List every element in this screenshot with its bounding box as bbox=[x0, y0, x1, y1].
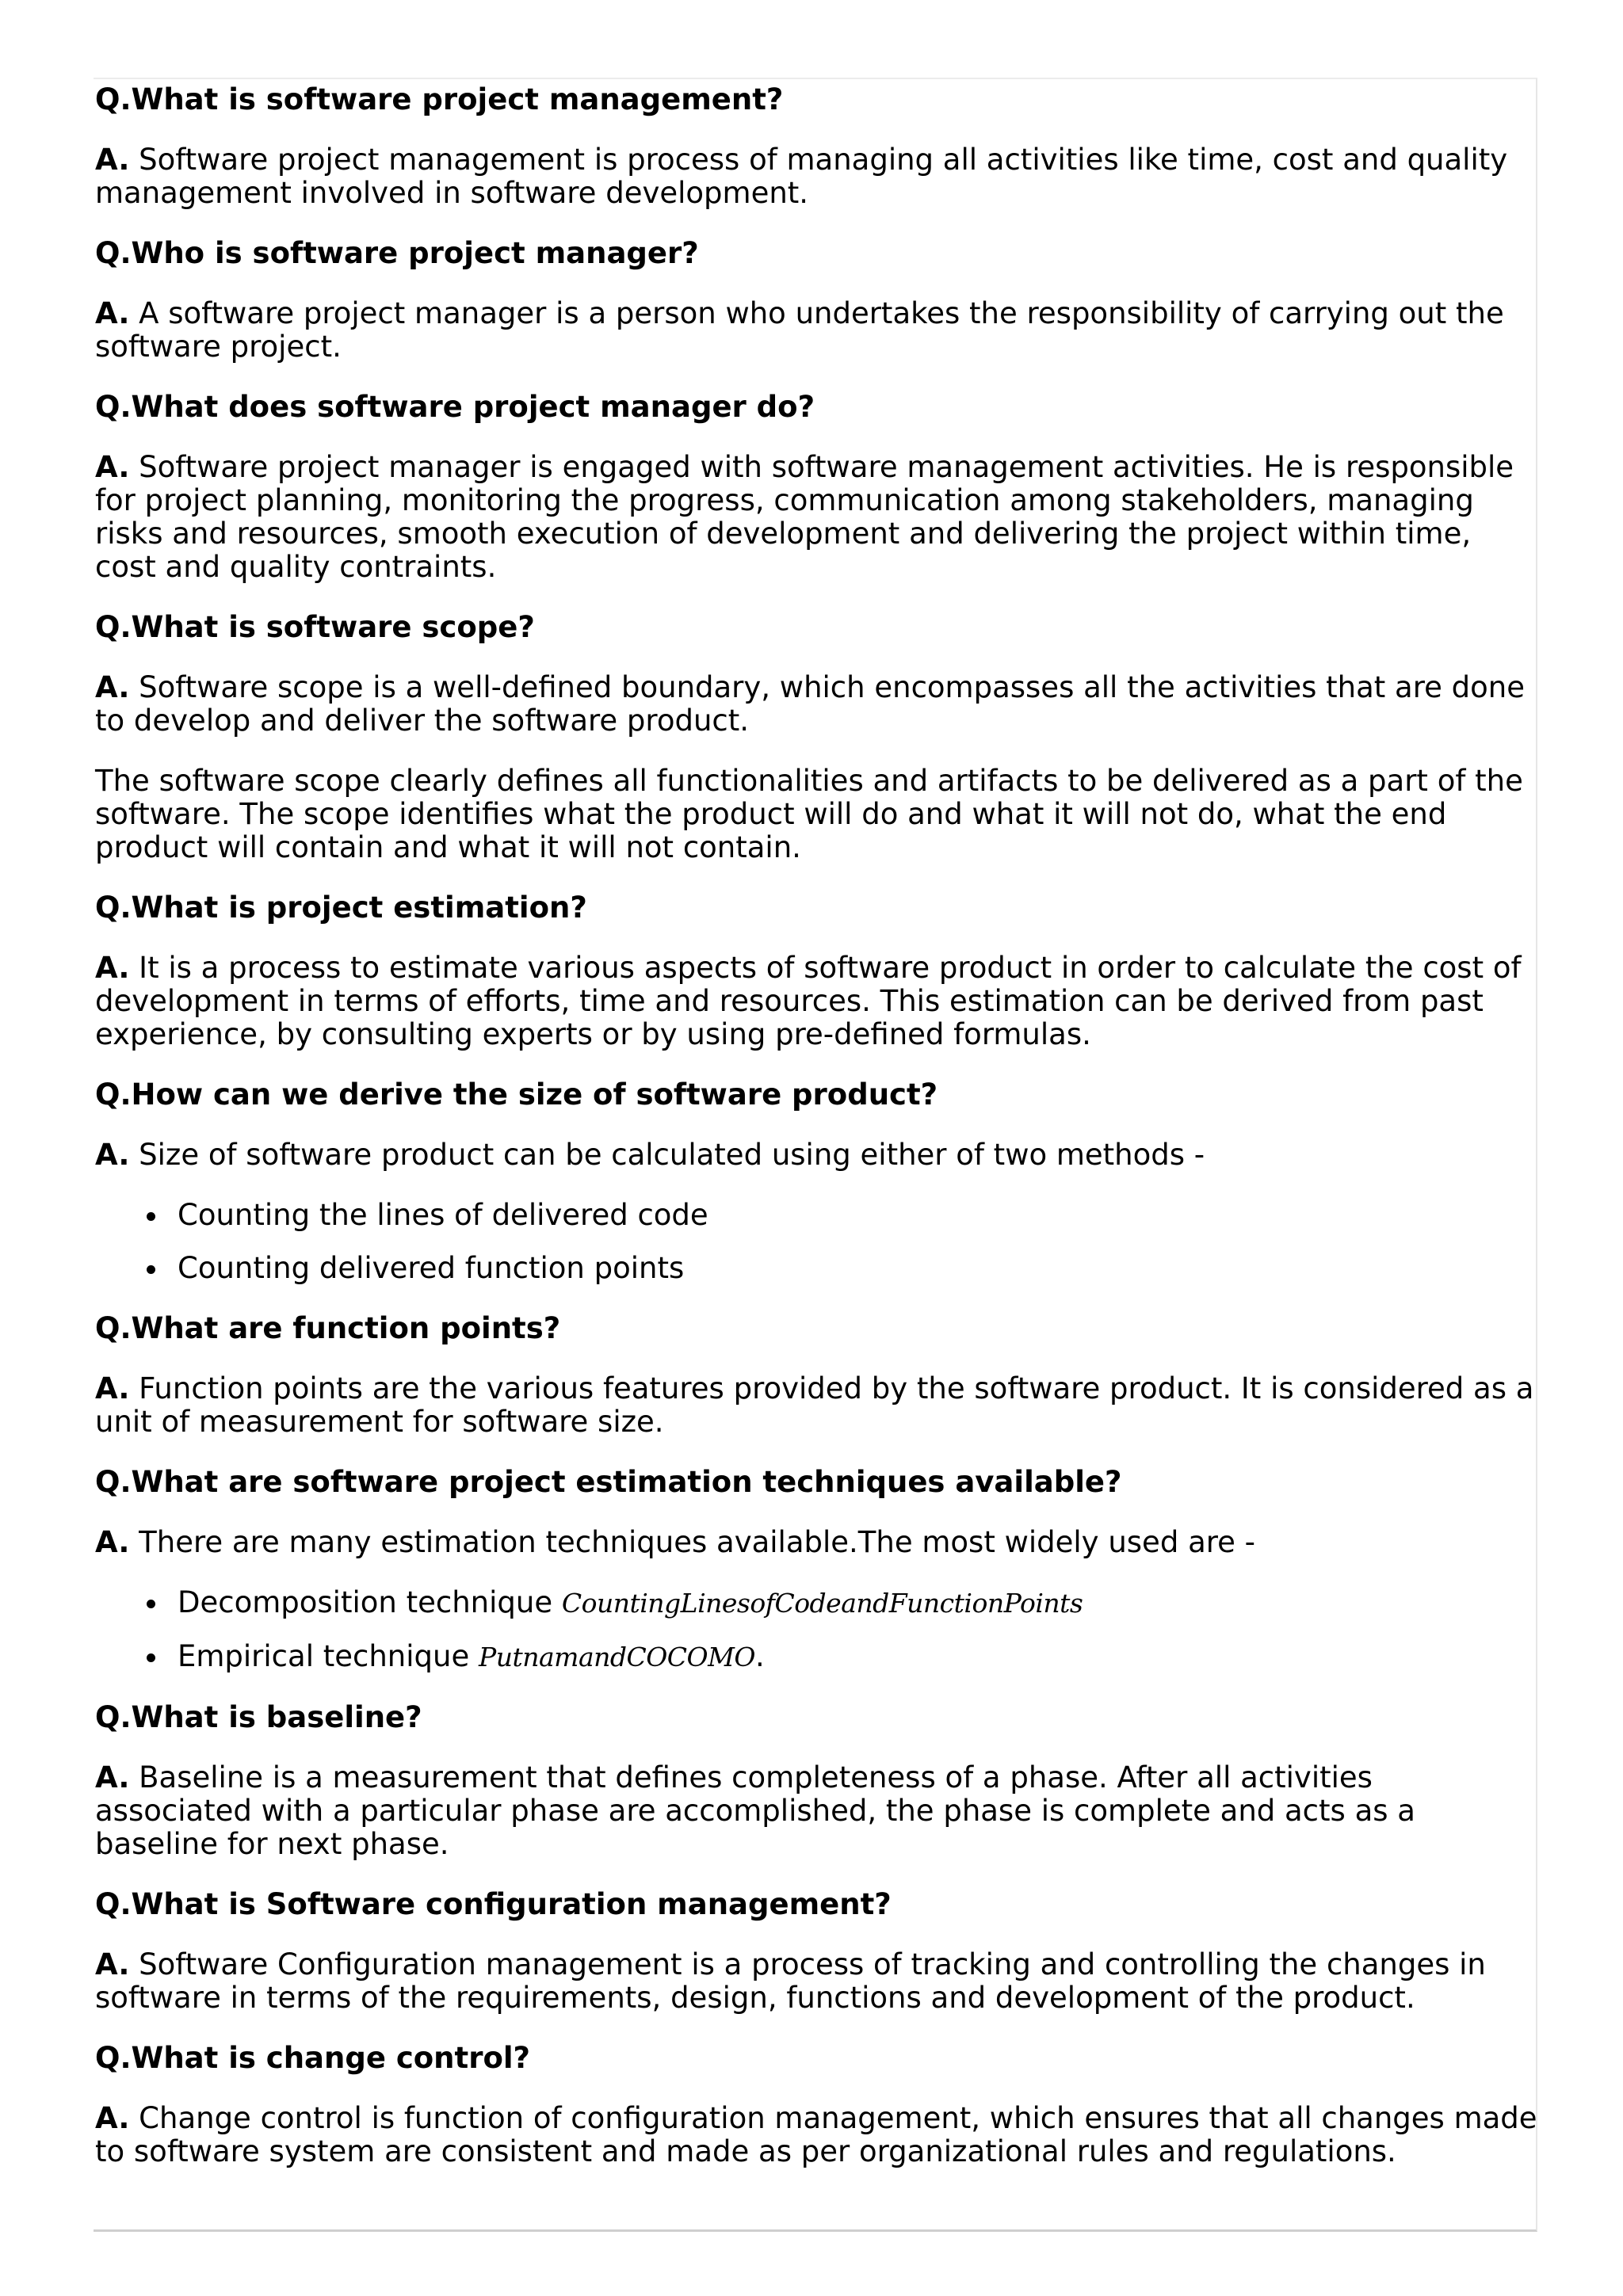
list-item-text: Counting delivered function points bbox=[178, 1251, 685, 1285]
question: Q.What is Software configuration management? bbox=[95, 1887, 892, 1921]
question: Q.What is change control? bbox=[95, 2041, 531, 2075]
list-item bbox=[178, 1199, 1537, 1232]
list-item-text: Empirical technique bbox=[178, 1639, 479, 1673]
answer bbox=[95, 1761, 1537, 1861]
answer-lead: A. bbox=[95, 1138, 130, 1172]
list-item-text: Counting the lines of delivered code bbox=[178, 1198, 708, 1232]
list-item bbox=[178, 1640, 1537, 1674]
answer-lead: A. bbox=[95, 1760, 130, 1794]
question: Q.Who is software project manager? bbox=[95, 236, 699, 270]
question: Q.What is baseline? bbox=[95, 1700, 422, 1734]
list-item-text: Decomposition technique bbox=[178, 1585, 562, 1619]
question: Q.What are function points? bbox=[95, 1311, 561, 1345]
answer-text: A software project manager is a person who undertakes the responsibility of carrying out the software project. bbox=[95, 296, 1504, 364]
document-content bbox=[95, 83, 1537, 2195]
answer-text: Software Configuration management is a process of tracking and controlling the changes in software in terms of the requirements, design, functions and development of the product. bbox=[95, 1947, 1486, 2015]
answer bbox=[95, 1138, 1537, 1172]
list-item bbox=[178, 1252, 1537, 1285]
answer bbox=[95, 1948, 1537, 2015]
answer-text: Software project management is process of managing all activities like time, cost and quality management involved in software development. bbox=[95, 143, 1508, 210]
bullet-list bbox=[95, 1586, 1537, 1674]
question: Q.What is software project management? bbox=[95, 82, 784, 116]
bullet-list bbox=[95, 1199, 1537, 1285]
answer bbox=[95, 671, 1537, 738]
answer-text: Change control is function of configuration management, which ensures that all changes made to software system are consistent and made as per organizational rules and regulations. bbox=[95, 2101, 1537, 2168]
answer-text: Baseline is a measurement that defines completeness of a phase. After all activities associated with a particular phase are accomplished, the phase is complete and acts as a baseline for next phase. bbox=[95, 1760, 1415, 1861]
answer-paragraph: The software scope clearly defines all functionalities and artifacts to be delivered as a part of the software. The scope identifies what the product will do and what it will not do, what the end product will contain and what it will not contain. bbox=[95, 764, 1523, 864]
question: Q.What are software project estimation techniques available? bbox=[95, 1465, 1122, 1499]
answer-lead: A. bbox=[95, 1371, 130, 1405]
answer-lead: A. bbox=[95, 296, 130, 330]
math-expression: CountingLinesofCodeandFunctionPoints bbox=[561, 1588, 1083, 1619]
answer-lead: A. bbox=[95, 1947, 130, 1981]
question: Q.How can we derive the size of software product? bbox=[95, 1077, 938, 1112]
answer bbox=[95, 143, 1537, 210]
answer-text: There are many estimation techniques available.The most widely used are - bbox=[139, 1525, 1256, 1559]
answer-text: It is a process to estimate various aspects of software product in order to calculate the cost of development in terms of efforts, time and resources. This estimation can be derived from past experience, by consulting experts or by using pre-defined formulas. bbox=[95, 951, 1522, 1051]
question: Q.What is software scope? bbox=[95, 610, 535, 644]
answer-lead: A. bbox=[95, 2101, 130, 2135]
answer bbox=[95, 451, 1537, 584]
answer-lead: A. bbox=[95, 450, 130, 484]
answer-text: Software scope is a well-defined boundary, which encompasses all the activities that are done to develop and deliver the software product. bbox=[95, 670, 1525, 738]
answer bbox=[95, 952, 1537, 1051]
answer bbox=[95, 2102, 1537, 2168]
math-expression: PutnamandCOCOMO bbox=[479, 1642, 755, 1672]
list-item bbox=[178, 1586, 1537, 1620]
answer-lead: A. bbox=[95, 951, 130, 985]
answer-text: Software project manager is engaged with software management activities. He is responsible for project planning, monitoring the progress, communication among stakeholders, managing risks and resources, smooth execution of development and delivering the project within time, cost and quality contraints. bbox=[95, 450, 1514, 584]
answer bbox=[95, 1372, 1537, 1439]
answer-lead: A. bbox=[95, 1525, 130, 1559]
answer bbox=[95, 297, 1537, 364]
answer-lead: A. bbox=[95, 670, 130, 704]
question: Q.What is project estimation? bbox=[95, 891, 587, 925]
answer-text: Function points are the various features provided by the software product. It is considered as a unit of measurement for software size. bbox=[95, 1371, 1534, 1439]
answer-lead: A. bbox=[95, 143, 130, 177]
list-item-tail: . bbox=[754, 1639, 765, 1673]
question: Q.What does software project manager do? bbox=[95, 390, 815, 424]
answer bbox=[95, 1526, 1537, 1559]
answer-text: Size of software product can be calculated using either of two methods - bbox=[139, 1138, 1205, 1172]
